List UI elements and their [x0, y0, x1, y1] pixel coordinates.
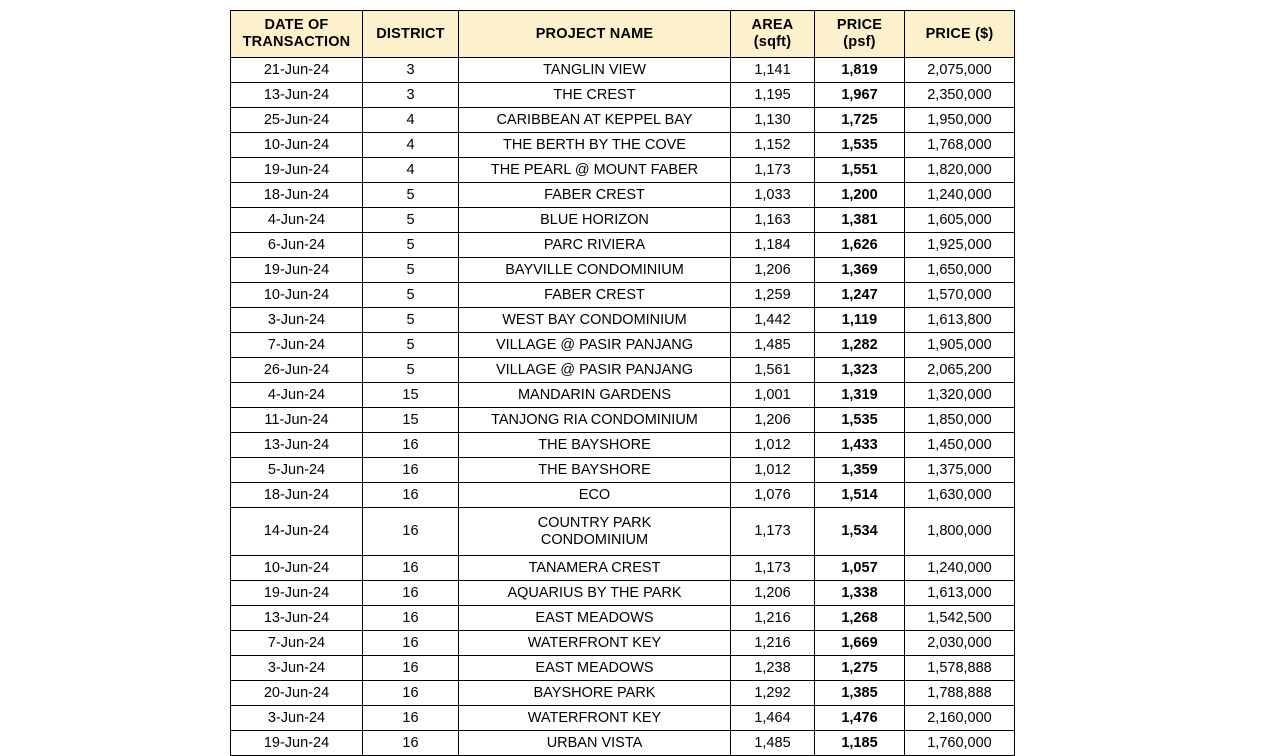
cell-date: 11-Jun-24 — [231, 408, 363, 433]
cell-district: 5 — [363, 258, 459, 283]
cell-area: 1,001 — [731, 383, 815, 408]
table-row — [231, 706, 1015, 731]
cell-price-dollar: 1,578,888 — [905, 656, 1015, 681]
cell-district: 5 — [363, 283, 459, 308]
cell-area: 1,561 — [731, 358, 815, 383]
cell-project-name: EAST MEADOWS — [459, 656, 731, 681]
cell-project-name: BLUE HORIZON — [459, 208, 731, 233]
cell-date: 7-Jun-24 — [231, 333, 363, 358]
cell-price-dollar: 1,800,000 — [905, 508, 1015, 556]
table-body — [231, 58, 1015, 756]
cell-price-dollar: 1,760,000 — [905, 731, 1015, 756]
table-row — [231, 258, 1015, 283]
cell-price-psf: 1,369 — [815, 258, 905, 283]
cell-price-dollar: 1,905,000 — [905, 333, 1015, 358]
cell-district: 4 — [363, 108, 459, 133]
cell-area: 1,033 — [731, 183, 815, 208]
table-row — [231, 333, 1015, 358]
cell-district: 3 — [363, 58, 459, 83]
cell-price-psf: 1,385 — [815, 681, 905, 706]
cell-date: 4-Jun-24 — [231, 383, 363, 408]
cell-project-name: CARIBBEAN AT KEPPEL BAY — [459, 108, 731, 133]
cell-area: 1,184 — [731, 233, 815, 258]
cell-area: 1,292 — [731, 681, 815, 706]
cell-price-dollar: 1,788,888 — [905, 681, 1015, 706]
cell-district: 16 — [363, 433, 459, 458]
cell-district: 3 — [363, 83, 459, 108]
cell-project-name: BAYSHORE PARK — [459, 681, 731, 706]
cell-price-dollar: 1,613,800 — [905, 308, 1015, 333]
cell-district: 16 — [363, 581, 459, 606]
cell-area: 1,152 — [731, 133, 815, 158]
column-header-price-dollar-line1: PRICE ($) — [925, 25, 994, 42]
cell-district: 5 — [363, 333, 459, 358]
cell-price-psf: 1,967 — [815, 83, 905, 108]
column-header-district-line1: DISTRICT — [376, 25, 445, 42]
cell-project-name: THE CREST — [459, 83, 731, 108]
column-header-area-line2: (sqft) — [753, 34, 792, 50]
cell-area: 1,012 — [731, 433, 815, 458]
cell-project-name: MANDARIN GARDENS — [459, 383, 731, 408]
cell-district: 16 — [363, 458, 459, 483]
cell-area: 1,173 — [731, 556, 815, 581]
cell-price-dollar: 1,820,000 — [905, 158, 1015, 183]
cell-price-psf: 1,534 — [815, 508, 905, 556]
cell-date: 10-Jun-24 — [231, 556, 363, 581]
column-header-date-line1: DATE OF — [264, 17, 329, 34]
table-row — [231, 408, 1015, 433]
transactions-table — [230, 10, 1015, 756]
cell-price-psf: 1,319 — [815, 383, 905, 408]
cell-district: 4 — [363, 133, 459, 158]
cell-date: 6-Jun-24 — [231, 233, 363, 258]
cell-date: 10-Jun-24 — [231, 133, 363, 158]
table-row — [231, 283, 1015, 308]
cell-district: 16 — [363, 706, 459, 731]
cell-project-name: THE BAYSHORE — [459, 458, 731, 483]
cell-area: 1,173 — [731, 508, 815, 556]
cell-date: 4-Jun-24 — [231, 208, 363, 233]
cell-price-psf: 1,819 — [815, 58, 905, 83]
cell-price-psf: 1,275 — [815, 656, 905, 681]
cell-date: 25-Jun-24 — [231, 108, 363, 133]
cell-price-psf: 1,535 — [815, 133, 905, 158]
table-row — [231, 631, 1015, 656]
table-header-row — [231, 11, 1015, 58]
cell-price-dollar: 1,240,000 — [905, 556, 1015, 581]
cell-project-name: THE BAYSHORE — [459, 433, 731, 458]
cell-date: 13-Jun-24 — [231, 606, 363, 631]
cell-date: 3-Jun-24 — [231, 706, 363, 731]
cell-date: 13-Jun-24 — [231, 433, 363, 458]
cell-project-name: VILLAGE @ PASIR PANJANG — [459, 358, 731, 383]
cell-price-dollar: 1,450,000 — [905, 433, 1015, 458]
cell-price-dollar: 1,375,000 — [905, 458, 1015, 483]
table-row — [231, 656, 1015, 681]
cell-price-psf: 1,185 — [815, 731, 905, 756]
cell-area: 1,485 — [731, 731, 815, 756]
cell-area: 1,206 — [731, 258, 815, 283]
cell-price-dollar: 1,768,000 — [905, 133, 1015, 158]
table-header — [231, 11, 1015, 58]
cell-area: 1,206 — [731, 581, 815, 606]
cell-price-psf: 1,476 — [815, 706, 905, 731]
cell-project-name: WATERFRONT KEY — [459, 706, 731, 731]
cell-area: 1,485 — [731, 333, 815, 358]
cell-date: 10-Jun-24 — [231, 283, 363, 308]
cell-price-dollar: 2,065,200 — [905, 358, 1015, 383]
table-row — [231, 508, 1015, 556]
cell-price-dollar: 1,605,000 — [905, 208, 1015, 233]
cell-price-psf: 1,514 — [815, 483, 905, 508]
table-row — [231, 158, 1015, 183]
cell-date: 20-Jun-24 — [231, 681, 363, 706]
cell-project-name: EAST MEADOWS — [459, 606, 731, 631]
cell-project-name: TANJONG RIA CONDOMINIUM — [459, 408, 731, 433]
cell-project-name: THE BERTH BY THE COVE — [459, 133, 731, 158]
cell-date: 3-Jun-24 — [231, 656, 363, 681]
table-row — [231, 83, 1015, 108]
cell-price-dollar: 1,630,000 — [905, 483, 1015, 508]
cell-price-dollar: 1,613,000 — [905, 581, 1015, 606]
cell-area: 1,206 — [731, 408, 815, 433]
transactions-table-wrapper — [230, 10, 1015, 756]
cell-area: 1,173 — [731, 158, 815, 183]
cell-date: 19-Jun-24 — [231, 731, 363, 756]
cell-price-psf: 1,626 — [815, 233, 905, 258]
cell-date: 21-Jun-24 — [231, 58, 363, 83]
column-header-area-line1: AREA — [751, 17, 794, 34]
table-row — [231, 581, 1015, 606]
cell-district: 4 — [363, 158, 459, 183]
cell-project-name: FABER CREST — [459, 283, 731, 308]
cell-date: 14-Jun-24 — [231, 508, 363, 556]
cell-area: 1,076 — [731, 483, 815, 508]
cell-district: 16 — [363, 656, 459, 681]
cell-date: 18-Jun-24 — [231, 483, 363, 508]
cell-price-psf: 1,200 — [815, 183, 905, 208]
cell-price-dollar: 1,850,000 — [905, 408, 1015, 433]
cell-district: 5 — [363, 358, 459, 383]
cell-project-name: TANGLIN VIEW — [459, 58, 731, 83]
cell-price-psf: 1,381 — [815, 208, 905, 233]
cell-project-name: VILLAGE @ PASIR PANJANG — [459, 333, 731, 358]
table-row — [231, 208, 1015, 233]
cell-district: 16 — [363, 606, 459, 631]
column-header-district — [363, 11, 459, 58]
cell-price-dollar: 1,240,000 — [905, 183, 1015, 208]
cell-area: 1,464 — [731, 706, 815, 731]
table-row — [231, 458, 1015, 483]
cell-price-psf: 1,535 — [815, 408, 905, 433]
cell-area: 1,163 — [731, 208, 815, 233]
cell-price-psf: 1,282 — [815, 333, 905, 358]
cell-area: 1,141 — [731, 58, 815, 83]
table-row — [231, 308, 1015, 333]
column-header-area — [731, 11, 815, 58]
table-row — [231, 358, 1015, 383]
table-row — [231, 233, 1015, 258]
cell-price-dollar: 1,950,000 — [905, 108, 1015, 133]
cell-price-psf: 1,323 — [815, 358, 905, 383]
cell-project-name: BAYVILLE CONDOMINIUM — [459, 258, 731, 283]
table-row — [231, 483, 1015, 508]
cell-district: 16 — [363, 508, 459, 556]
table-row — [231, 383, 1015, 408]
cell-price-dollar: 1,650,000 — [905, 258, 1015, 283]
cell-date: 26-Jun-24 — [231, 358, 363, 383]
cell-district: 5 — [363, 233, 459, 258]
cell-date: 3-Jun-24 — [231, 308, 363, 333]
cell-area: 1,012 — [731, 458, 815, 483]
cell-district: 5 — [363, 183, 459, 208]
cell-district: 5 — [363, 208, 459, 233]
cell-price-dollar: 1,542,500 — [905, 606, 1015, 631]
cell-price-psf: 1,551 — [815, 158, 905, 183]
cell-district: 16 — [363, 631, 459, 656]
table-row — [231, 433, 1015, 458]
column-header-date-line2: TRANSACTION — [242, 34, 351, 50]
cell-district: 5 — [363, 308, 459, 333]
cell-area: 1,238 — [731, 656, 815, 681]
cell-district: 15 — [363, 408, 459, 433]
cell-district: 16 — [363, 483, 459, 508]
column-header-price-dollar — [905, 11, 1015, 58]
cell-price-psf: 1,057 — [815, 556, 905, 581]
cell-area: 1,216 — [731, 606, 815, 631]
cell-area: 1,442 — [731, 308, 815, 333]
cell-project-name: COUNTRY PARK CONDOMINIUM — [459, 508, 731, 556]
cell-date: 18-Jun-24 — [231, 183, 363, 208]
cell-date: 19-Jun-24 — [231, 581, 363, 606]
column-header-price-psf-line1: PRICE — [836, 17, 883, 34]
cell-project-name: AQUARIUS BY THE PARK — [459, 581, 731, 606]
cell-area: 1,195 — [731, 83, 815, 108]
cell-price-psf: 1,725 — [815, 108, 905, 133]
cell-price-dollar: 2,030,000 — [905, 631, 1015, 656]
cell-price-psf: 1,338 — [815, 581, 905, 606]
cell-price-dollar: 2,075,000 — [905, 58, 1015, 83]
cell-price-dollar: 1,925,000 — [905, 233, 1015, 258]
table-row — [231, 606, 1015, 631]
table-row — [231, 731, 1015, 756]
table-row — [231, 183, 1015, 208]
cell-date: 13-Jun-24 — [231, 83, 363, 108]
column-header-project-name-line1: PROJECT NAME — [535, 25, 654, 42]
cell-area: 1,259 — [731, 283, 815, 308]
cell-date: 19-Jun-24 — [231, 258, 363, 283]
cell-area: 1,216 — [731, 631, 815, 656]
cell-project-name: PARC RIVIERA — [459, 233, 731, 258]
table-row — [231, 556, 1015, 581]
cell-district: 16 — [363, 731, 459, 756]
cell-project-name: WATERFRONT KEY — [459, 631, 731, 656]
cell-project-name: URBAN VISTA — [459, 731, 731, 756]
cell-project-name: THE PEARL @ MOUNT FABER — [459, 158, 731, 183]
cell-date: 7-Jun-24 — [231, 631, 363, 656]
table-row — [231, 133, 1015, 158]
cell-date: 19-Jun-24 — [231, 158, 363, 183]
cell-price-psf: 1,247 — [815, 283, 905, 308]
cell-price-psf: 1,268 — [815, 606, 905, 631]
cell-area: 1,130 — [731, 108, 815, 133]
cell-price-psf: 1,669 — [815, 631, 905, 656]
cell-price-psf: 1,359 — [815, 458, 905, 483]
cell-district: 16 — [363, 681, 459, 706]
cell-price-dollar: 1,570,000 — [905, 283, 1015, 308]
cell-price-dollar: 2,350,000 — [905, 83, 1015, 108]
cell-project-name: WEST BAY CONDOMINIUM — [459, 308, 731, 333]
cell-price-dollar: 1,320,000 — [905, 383, 1015, 408]
cell-price-psf: 1,119 — [815, 308, 905, 333]
table-row — [231, 108, 1015, 133]
table-row — [231, 681, 1015, 706]
table-row — [231, 58, 1015, 83]
cell-district: 16 — [363, 556, 459, 581]
column-header-price-psf — [815, 11, 905, 58]
cell-district: 15 — [363, 383, 459, 408]
cell-project-name: FABER CREST — [459, 183, 731, 208]
column-header-date — [231, 11, 363, 58]
cell-price-psf: 1,433 — [815, 433, 905, 458]
cell-project-name: ECO — [459, 483, 731, 508]
column-header-price-psf-line2: (psf) — [843, 34, 876, 50]
cell-project-name: TANAMERA CREST — [459, 556, 731, 581]
cell-date: 5-Jun-24 — [231, 458, 363, 483]
column-header-project-name — [459, 11, 731, 58]
cell-price-dollar: 2,160,000 — [905, 706, 1015, 731]
